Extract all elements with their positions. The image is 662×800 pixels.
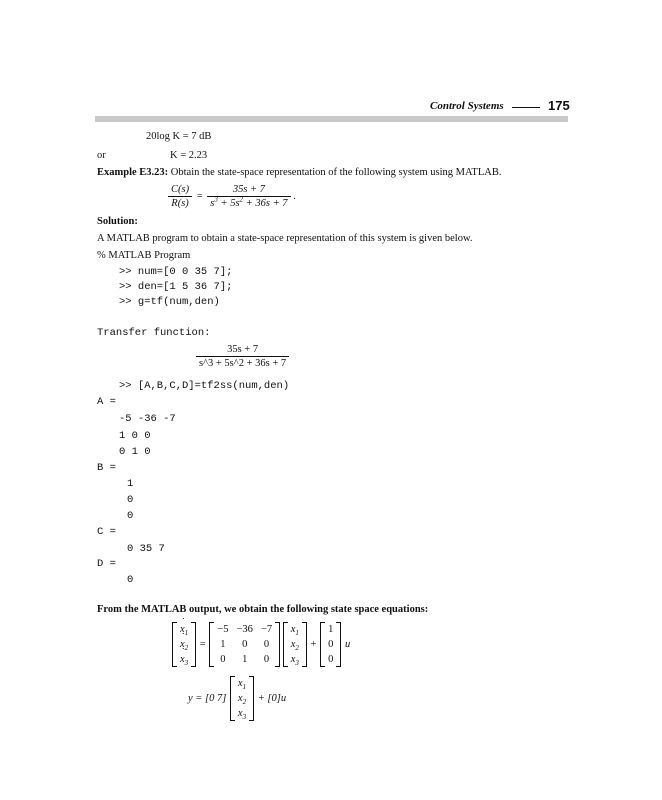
example-statement: [97, 167, 501, 178]
lhs-fraction: [168, 184, 192, 209]
intro-line1: 20log K = 7 dB: [146, 131, 212, 142]
rhs-fraction: [207, 184, 290, 209]
D-label: D =: [97, 558, 116, 570]
C-row: 0 35 7: [127, 543, 165, 555]
B-row-3: 0: [127, 510, 134, 522]
code-line-1: >> num=[0 0 35 7];: [119, 266, 233, 278]
tf-numerator: 35s + 7: [227, 344, 259, 355]
running-title: Control Systems: [430, 100, 504, 112]
state-plus: +: [310, 639, 317, 650]
intro-or: or: [97, 150, 106, 161]
rhs-numerator: 35s + 7: [232, 184, 265, 195]
xdot-vector: x $˙_1$ x $˙_2$ x $˙_3$: [172, 622, 196, 667]
rhs-denominator: $s^3 + 5s^2 + 36s + 7$: [207, 196, 290, 209]
state-equation: [172, 622, 351, 667]
program-label: % MATLAB Program: [97, 250, 191, 261]
solution-heading: Solution:: [97, 216, 138, 227]
page-number: 175: [548, 98, 570, 113]
output-equation: [187, 676, 287, 721]
code-line-3: >> g=tf(num,den): [119, 296, 220, 308]
B-row-2: 0: [127, 494, 134, 506]
output-x-vector: $x_1$ $x_2$ $x_3$: [230, 676, 254, 721]
A-row-1: -5 -36 -7: [119, 413, 176, 425]
output-lhs: y = [0 7]: [188, 693, 227, 704]
example-text: Obtain the state-space representation of the following system using MATLAB.: [170, 167, 502, 178]
header-bar: [95, 116, 568, 122]
C-label: C =: [97, 526, 116, 538]
A-label: A =: [97, 396, 116, 408]
output-rest: + [0]u: [257, 693, 287, 704]
lhs-denominator: R(s): [168, 196, 192, 209]
lhs-numerator: C(s): [171, 184, 190, 195]
state-equals: =: [199, 639, 206, 650]
tf-denominator: s^3 + 5s^2 + 36s + 7: [196, 356, 289, 369]
conclusion-text: From the MATLAB output, we obtain the following state space equations:: [97, 604, 429, 615]
equation-period: .: [293, 191, 296, 202]
equals-sign: =: [196, 191, 203, 202]
header-rule: [512, 107, 540, 108]
transfer-equation: [168, 184, 296, 209]
input-u: u: [344, 639, 351, 650]
x-vector: $x_1$ $x_2$ $x_3$: [283, 622, 307, 667]
intro-line2: K = 2.23: [170, 150, 208, 161]
solution-text: A MATLAB program to obtain a state-space representation of this system is given below.: [97, 233, 473, 244]
tf2ss-command: >> [A,B,C,D]=tf2ss(num,den): [119, 380, 290, 392]
B-label: B =: [97, 462, 116, 474]
transfer-function-label: Transfer function:: [97, 327, 211, 339]
D-row: 0: [127, 574, 134, 586]
matlab-tf-output: [196, 344, 289, 369]
B-matrix: 1 0 0: [320, 622, 341, 667]
tf-fraction: [196, 344, 289, 369]
A-row-3: 0 1 0: [119, 446, 151, 458]
example-label: Example E3.23:: [97, 167, 169, 178]
A-matrix: −5 −36 −7 1 0 0 0 1 0: [209, 622, 280, 667]
B-row-1: 1: [127, 478, 134, 490]
code-line-2: >> den=[1 5 36 7];: [119, 281, 233, 293]
A-row-2: 1 0 0: [119, 430, 151, 442]
